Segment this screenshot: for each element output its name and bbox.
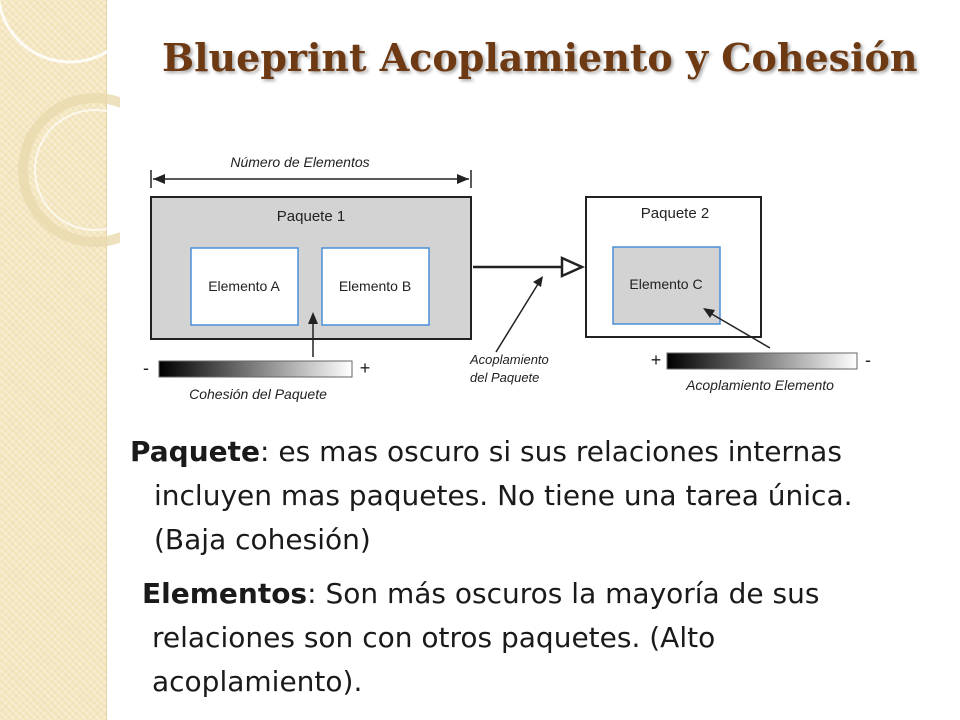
acoplamiento-scale bbox=[667, 353, 857, 369]
acoplamiento-scale-label: Acoplamiento Elemento bbox=[686, 377, 834, 393]
paragraph-elementos bbox=[130, 572, 920, 704]
decorative-circles bbox=[0, 0, 120, 260]
definition-paquete: : es mas oscuro si sus relaciones internas incluyen mas paquetes. No tiene una tarea única. (Baja cohesión) bbox=[154, 435, 853, 556]
paragraph-paquete bbox=[130, 430, 920, 562]
acoplamiento-paquete-label-line1: Acoplamiento bbox=[470, 352, 549, 367]
acoplamiento-paquete-label-line2: del Paquete bbox=[470, 370, 540, 385]
acoplamiento-plus-sign: + bbox=[650, 350, 662, 370]
cohesion-minus-sign: - bbox=[143, 358, 149, 378]
body-text bbox=[130, 430, 920, 704]
acoplamiento-minus-sign: - bbox=[865, 350, 871, 370]
elemento-c-label: Elemento C bbox=[629, 276, 703, 292]
elemento-a-label: Elemento A bbox=[208, 278, 280, 294]
blueprint-diagram bbox=[130, 150, 890, 410]
cohesion-scale-label: Cohesión del Paquete bbox=[189, 386, 327, 402]
elemento-b-label: Elemento B bbox=[338, 278, 412, 294]
term-paquete: Paquete bbox=[130, 435, 261, 468]
numero-elementos-dimension bbox=[151, 170, 471, 188]
numero-elementos-label: Número de Elementos bbox=[230, 154, 370, 170]
paquete-1-label: Paquete 1 bbox=[276, 208, 346, 225]
pointer-arrow-acoplamiento-paquete bbox=[496, 276, 543, 352]
definition-elementos: : Son más oscuros la mayoría de sus relaciones son con otros paquetes. (Alto acoplamiento). bbox=[152, 577, 820, 698]
cohesion-scale bbox=[159, 361, 352, 377]
cohesion-plus-sign: + bbox=[359, 358, 371, 378]
term-elementos: Elementos bbox=[142, 577, 308, 610]
slide-title: Blueprint Acoplamiento y Cohesión bbox=[162, 35, 918, 80]
dependency-arrow bbox=[473, 258, 582, 276]
paquete-2-label: Paquete 2 bbox=[640, 205, 710, 222]
